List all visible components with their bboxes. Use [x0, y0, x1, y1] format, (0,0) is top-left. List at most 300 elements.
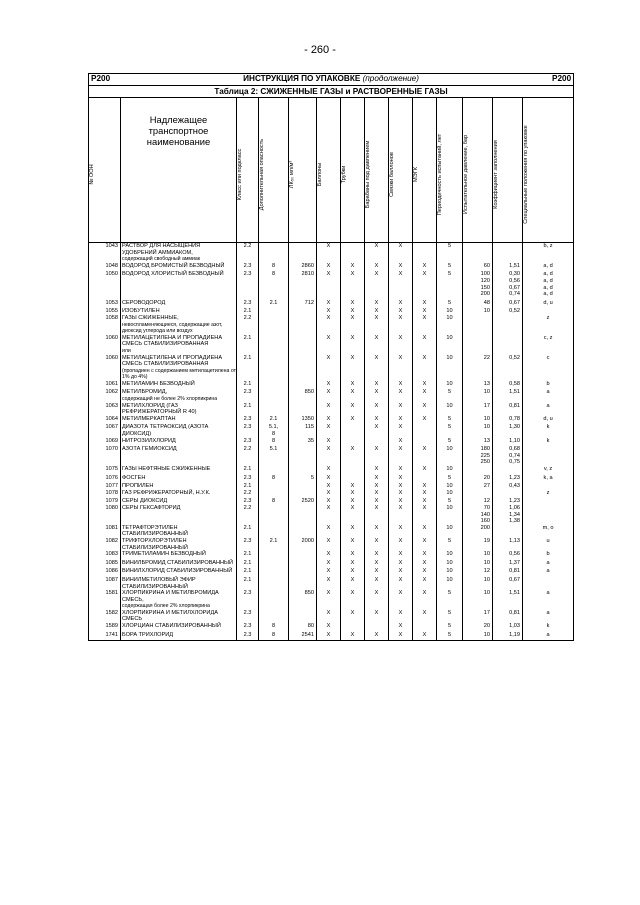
- cell-filling-ratio: 0,30 0,56 0,67 0,74: [493, 271, 523, 299]
- cell-shipping-name: [121, 538, 237, 551]
- cell-test-pressure: 180 225 250: [463, 446, 493, 466]
- cell-un-number: 1063: [89, 403, 121, 416]
- cell-shipping-name: [121, 416, 237, 425]
- cell-special-provisions: a, d: [523, 263, 574, 272]
- cell-filling-ratio: [493, 335, 523, 355]
- cell-un-number: 1581: [89, 590, 121, 610]
- cell-subsidiary-risk: 8: [259, 438, 289, 447]
- table-row: [89, 568, 574, 577]
- cell-filling-ratio: [493, 490, 523, 499]
- cell-cylinders: X: [317, 466, 341, 475]
- cell-un-number: 1080: [89, 505, 121, 525]
- code-left: P200: [91, 74, 111, 83]
- cell-lc50: [289, 560, 317, 569]
- cell-class: 2.1: [237, 483, 259, 490]
- cell-test-pressure: 17: [463, 403, 493, 416]
- cell-test-pressure: 20: [463, 623, 493, 632]
- cell-test-period: 10: [437, 560, 463, 569]
- cell-filling-ratio: 1,51: [493, 590, 523, 610]
- cell-megc: X: [413, 308, 437, 315]
- cell-subsidiary-risk: [259, 335, 289, 355]
- col-cylinders-label: Баллоны: [317, 162, 323, 187]
- cell-test-period: 10: [437, 577, 463, 590]
- cell-megc: X: [413, 315, 437, 335]
- cell-cylinders: X: [317, 416, 341, 425]
- cell-bundles: X: [389, 335, 413, 355]
- cell-bundles: X: [389, 590, 413, 610]
- table-row: [89, 389, 574, 402]
- cell-cylinders: X: [317, 498, 341, 505]
- cell-shipping-name: [121, 590, 237, 610]
- shipping-name-text: ТЕТРАФТОРЭТИЛЕН СТАБИЛИЗИРОВАННЫЙ: [122, 524, 188, 538]
- cell-special-provisions: a: [523, 610, 574, 623]
- cell-un-number: 1060: [89, 355, 121, 381]
- shipping-name-text: МЕТИЛБРОМИД,: [122, 389, 168, 396]
- cell-test-period: 5: [437, 300, 463, 309]
- cell-shipping-name: [121, 498, 237, 505]
- cell-tubes: X: [341, 381, 365, 390]
- table-row: [89, 271, 574, 299]
- cell-megc: X: [413, 335, 437, 355]
- cell-tubes: X: [341, 416, 365, 425]
- cell-test-pressure: 60: [463, 263, 493, 272]
- cell-megc: X: [413, 381, 437, 390]
- cell-lc50: 850: [289, 389, 317, 402]
- cell-filling-ratio: 1,03: [493, 623, 523, 632]
- cell-tubes: X: [341, 490, 365, 499]
- cell-special-provisions: b: [523, 381, 574, 390]
- cell-class: 2.3: [237, 389, 259, 402]
- cell-bundles: X: [389, 623, 413, 632]
- cell-special-provisions: a: [523, 632, 574, 641]
- cell-drums: X: [365, 403, 389, 416]
- shipping-name-text: ВОДОРОД БРОМИСТЫЙ БЕЗВОДНЫЙ: [122, 262, 225, 269]
- cell-lc50: [289, 551, 317, 560]
- cell-cylinders: X: [317, 300, 341, 309]
- cell-megc: X: [413, 355, 437, 381]
- col-lc50-label: ЛК₅₀ мл/м³: [289, 160, 295, 189]
- shipping-name-text: ХЛОРПИКРИНА И МЕТИЛБРОМИДА СМЕСЬ,: [122, 590, 219, 603]
- shipping-name-qualifier: (пропадиен с содержанием метилацетилена от 1% до 4%): [122, 367, 236, 381]
- cell-test-pressure: 10: [463, 560, 493, 569]
- cell-class: 2.3: [237, 610, 259, 623]
- cell-cylinders: X: [317, 308, 341, 315]
- shipping-name-text: МЕТИЛХЛОРИД (ГАЗ РЕФРИЖЕРАТОРНЫЙ R 40): [122, 402, 197, 416]
- cell-un-number: 1077: [89, 483, 121, 490]
- cell-tubes: X: [341, 389, 365, 402]
- col-sub-risk-label: Дополнительная опасность: [259, 138, 265, 211]
- cell-test-pressure: 10: [463, 632, 493, 641]
- cell-bundles: X: [389, 538, 413, 551]
- shipping-name-qualifier: содержащий не более 2% хлорпикрина: [122, 396, 218, 403]
- cell-subsidiary-risk: 2.1: [259, 300, 289, 309]
- cell-bundles: X: [389, 438, 413, 447]
- cell-class: 2.1: [237, 355, 259, 381]
- shipping-name-qualifier: содержащая более 2% хлорпикрина: [122, 603, 210, 610]
- cell-bundles: X: [389, 525, 413, 538]
- cell-shipping-name: [121, 315, 237, 335]
- cell-bundles: X: [389, 308, 413, 315]
- shipping-name-text: СЕРЫ ДИОКСИД: [122, 498, 168, 505]
- cell-un-number: 1070: [89, 446, 121, 466]
- cell-un-number: 1075: [89, 466, 121, 475]
- cell-un-number: 1064: [89, 416, 121, 425]
- cell-subsidiary-risk: 5.1, 8: [259, 424, 289, 437]
- cell-lc50: [289, 568, 317, 577]
- cell-class: 2.3: [237, 475, 259, 484]
- cell-lc50: [289, 335, 317, 355]
- cell-subsidiary-risk: [259, 505, 289, 525]
- col-un: [89, 98, 121, 243]
- cell-class: 2.3: [237, 424, 259, 437]
- table-row: [89, 300, 574, 309]
- cell-subsidiary-risk: [259, 551, 289, 560]
- cell-cylinders: X: [317, 438, 341, 447]
- col-period-label: Периодичность испытаний, лет: [437, 133, 443, 216]
- cell-drums: X: [365, 263, 389, 272]
- cell-tubes: X: [341, 355, 365, 381]
- cell-megc: X: [413, 271, 437, 299]
- cell-megc: X: [413, 389, 437, 402]
- cell-subsidiary-risk: [259, 590, 289, 610]
- cell-subsidiary-risk: [259, 490, 289, 499]
- cell-un-number: 1055: [89, 308, 121, 315]
- cell-filling-ratio: 1,19: [493, 632, 523, 641]
- cell-bundles: X: [389, 610, 413, 623]
- cell-test-period: 5: [437, 424, 463, 437]
- cell-lc50: 2860: [289, 263, 317, 272]
- cell-cylinders: X: [317, 525, 341, 538]
- cell-test-pressure: 10: [463, 389, 493, 402]
- cell-bundles: X: [389, 403, 413, 416]
- cell-un-number: 1082: [89, 538, 121, 551]
- cell-megc: X: [413, 632, 437, 641]
- cell-megc: [413, 424, 437, 437]
- shipping-name-text: НИТРОЗИЛХЛОРИД: [122, 437, 176, 444]
- cell-filling-ratio: 0,43: [493, 483, 523, 490]
- cell-filling-ratio: 0,78: [493, 416, 523, 425]
- cell-shipping-name: [121, 568, 237, 577]
- cell-special-provisions: u: [523, 538, 574, 551]
- cell-un-number: 1087: [89, 577, 121, 590]
- cell-lc50: 850: [289, 590, 317, 610]
- cell-bundles: X: [389, 271, 413, 299]
- cell-bundles: X: [389, 560, 413, 569]
- cell-subsidiary-risk: [259, 355, 289, 381]
- cell-shipping-name: [121, 525, 237, 538]
- cell-tubes: X: [341, 446, 365, 466]
- cell-bundles: X: [389, 263, 413, 272]
- cell-cylinders: X: [317, 568, 341, 577]
- table-row: [89, 335, 574, 355]
- cell-lc50: 1350: [289, 416, 317, 425]
- cell-drums: X: [365, 525, 389, 538]
- cell-test-pressure: 27: [463, 483, 493, 490]
- cell-un-number: 1050: [89, 271, 121, 299]
- cell-tubes: X: [341, 590, 365, 610]
- cell-lc50: [289, 355, 317, 381]
- table-row: [89, 466, 574, 475]
- col-test-pressure-label: Испытательное давление, бар: [463, 134, 469, 215]
- col-class-label: Класс или подкласс: [237, 148, 243, 201]
- cell-filling-ratio: 0,68 0,74 0,75: [493, 446, 523, 466]
- table-row: [89, 525, 574, 538]
- cell-special-provisions: [523, 308, 574, 315]
- shipping-name-text: ТРИМЕТИЛАМИН БЕЗВОДНЫЙ: [122, 551, 206, 558]
- cell-test-period: 10: [437, 446, 463, 466]
- cell-cylinders: X: [317, 483, 341, 490]
- cell-drums: X: [365, 538, 389, 551]
- cell-bundles: X: [389, 389, 413, 402]
- cell-test-period: 5: [437, 623, 463, 632]
- cell-test-pressure: 100 120 150 200: [463, 271, 493, 299]
- cell-drums: X: [365, 568, 389, 577]
- shipping-name-qualifier: или: [122, 347, 131, 354]
- shipping-name-text: ХЛОРПИКРИНА И МЕТИЛХЛОРИДА СМЕСЬ: [122, 609, 218, 623]
- cell-subsidiary-risk: [259, 315, 289, 335]
- cell-drums: X: [365, 446, 389, 466]
- cell-test-pressure: [463, 335, 493, 355]
- cell-bundles: X: [389, 490, 413, 499]
- shipping-name-text: ДИАЗОТА ТЕТРАОКСИД (АЗОТА ДИОКСИД): [122, 424, 209, 438]
- shipping-name-text: МЕТИЛАМИН БЕЗВОДНЫЙ: [122, 380, 195, 387]
- cell-lc50: 5: [289, 475, 317, 484]
- cell-tubes: X: [341, 335, 365, 355]
- table-row: [89, 590, 574, 610]
- cell-drums: X: [365, 381, 389, 390]
- cell-tubes: [341, 475, 365, 484]
- shipping-name-qualifier: невоспламеняющиеся, содержащие азот, диоксид углерода или воздух: [122, 321, 223, 335]
- cell-drums: X: [365, 632, 389, 641]
- cell-test-pressure: 10: [463, 590, 493, 610]
- cell-special-provisions: a, d a, d a, d a, d: [523, 271, 574, 299]
- table-row: [89, 315, 574, 335]
- shipping-name-text: РАСТВОР ДЛЯ НАСЫЩЕНИЯ УДОБРЕНИЙ АММИАКОМ,: [122, 243, 201, 256]
- cell-cylinders: X: [317, 632, 341, 641]
- cell-test-period: 5: [437, 271, 463, 299]
- cell-bundles: X: [389, 315, 413, 335]
- col-fill-ratio-label: Коэффициент заполнения: [493, 140, 499, 209]
- cell-special-provisions: [523, 577, 574, 590]
- cell-drums: X: [365, 610, 389, 623]
- cell-megc: X: [413, 300, 437, 309]
- cell-test-pressure: 13: [463, 438, 493, 447]
- cell-megc: X: [413, 577, 437, 590]
- cell-megc: X: [413, 446, 437, 466]
- cell-class: 2.1: [237, 466, 259, 475]
- cell-class: 2.2: [237, 243, 259, 263]
- cell-class: 2.3: [237, 416, 259, 425]
- cell-lc50: [289, 505, 317, 525]
- cell-class: 2.1: [237, 551, 259, 560]
- cell-un-number: 1086: [89, 568, 121, 577]
- cell-test-pressure: [463, 315, 493, 335]
- cell-class: 2.1: [237, 568, 259, 577]
- col-special-label: Специальные положения по упаковке: [523, 125, 529, 224]
- page-number: - 260 -: [304, 44, 336, 56]
- cell-tubes: [341, 438, 365, 447]
- cell-un-number: 1067: [89, 424, 121, 437]
- cell-cylinders: X: [317, 243, 341, 263]
- cell-shipping-name: [121, 551, 237, 560]
- cell-subsidiary-risk: [259, 466, 289, 475]
- cell-bundles: X: [389, 300, 413, 309]
- cell-test-pressure: 19: [463, 538, 493, 551]
- cell-special-provisions: a: [523, 560, 574, 569]
- table-row: [89, 623, 574, 632]
- shipping-name-text: МЕТИЛАЦЕТИЛЕНА И ПРОПАДИЕНА СМЕСЬ СТАБИЛИЗИРОВАННАЯ: [122, 354, 223, 368]
- cell-test-period: 10: [437, 568, 463, 577]
- cell-megc: X: [413, 538, 437, 551]
- cell-drums: X: [365, 590, 389, 610]
- cell-special-provisions: z: [523, 315, 574, 335]
- cell-filling-ratio: 0,67: [493, 577, 523, 590]
- cell-un-number: 1741: [89, 632, 121, 641]
- cell-test-pressure: 12: [463, 568, 493, 577]
- cell-filling-ratio: 0,52: [493, 308, 523, 315]
- cell-bundles: X: [389, 446, 413, 466]
- cell-un-number: 1079: [89, 498, 121, 505]
- shipping-name-text: ТРИФТОРХЛОРЭТИЛЕН СТАБИЛИЗИРОВАННЫЙ: [122, 537, 188, 551]
- cell-test-period: 5: [437, 243, 463, 263]
- cell-tubes: X: [341, 263, 365, 272]
- cell-megc: X: [413, 610, 437, 623]
- table-row: [89, 490, 574, 499]
- cell-test-pressure: 10: [463, 416, 493, 425]
- cell-cylinders: X: [317, 577, 341, 590]
- col-class: [237, 98, 259, 243]
- cell-tubes: X: [341, 498, 365, 505]
- cell-subsidiary-risk: [259, 577, 289, 590]
- cell-lc50: 35: [289, 438, 317, 447]
- cell-tubes: [341, 466, 365, 475]
- cell-subsidiary-risk: 2.1: [259, 416, 289, 425]
- cell-lc50: [289, 381, 317, 390]
- col-tubes-label: Трубки: [341, 165, 347, 184]
- cell-tubes: X: [341, 483, 365, 490]
- cell-bundles: X: [389, 505, 413, 525]
- cell-tubes: X: [341, 308, 365, 315]
- cell-lc50: [289, 308, 317, 315]
- cell-tubes: X: [341, 403, 365, 416]
- cell-lc50: 80: [289, 623, 317, 632]
- cell-drums: X: [365, 577, 389, 590]
- cell-bundles: X: [389, 483, 413, 490]
- cell-lc50: [289, 466, 317, 475]
- cell-test-period: 5: [437, 389, 463, 402]
- cell-class: 2.2: [237, 490, 259, 499]
- cell-subsidiary-risk: [259, 381, 289, 390]
- cell-special-provisions: k: [523, 424, 574, 437]
- cell-subsidiary-risk: 8: [259, 623, 289, 632]
- table-row: [89, 551, 574, 560]
- col-lc50: [289, 98, 317, 243]
- cell-special-provisions: a: [523, 403, 574, 416]
- shipping-name-text: ХЛОРЦИАН СТАБИЛИЗИРОВАННЫЙ: [122, 623, 221, 630]
- cell-megc: X: [413, 505, 437, 525]
- cell-tubes: [341, 623, 365, 632]
- cell-special-provisions: b: [523, 551, 574, 560]
- shipping-name-text: ГАЗ РЕФРИЖЕРАТОРНЫЙ, Н.У.К.: [122, 489, 211, 496]
- cell-cylinders: X: [317, 389, 341, 402]
- cell-test-period: 10: [437, 483, 463, 490]
- cell-tubes: [341, 243, 365, 263]
- cell-megc: X: [413, 466, 437, 475]
- cell-tubes: X: [341, 271, 365, 299]
- cell-special-provisions: b, z: [523, 243, 574, 263]
- cell-filling-ratio: 1,51: [493, 263, 523, 272]
- instruction-header: [89, 74, 574, 86]
- cell-test-pressure: 17: [463, 610, 493, 623]
- cell-lc50: [289, 243, 317, 263]
- cell-subsidiary-risk: [259, 568, 289, 577]
- cell-bundles: X: [389, 466, 413, 475]
- col-megc-label: МЭГК: [413, 167, 419, 182]
- cell-subsidiary-risk: [259, 560, 289, 569]
- cell-tubes: X: [341, 632, 365, 641]
- cell-special-provisions: c: [523, 355, 574, 381]
- cell-bundles: X: [389, 424, 413, 437]
- cell-filling-ratio: 1,23: [493, 475, 523, 484]
- cell-class: 2.1: [237, 308, 259, 315]
- cell-un-number: 1061: [89, 381, 121, 390]
- col-drums-label: Барабаны под давлением: [365, 140, 371, 209]
- cell-subsidiary-risk: [259, 308, 289, 315]
- cell-shipping-name: [121, 355, 237, 381]
- cell-cylinders: X: [317, 355, 341, 381]
- cell-megc: X: [413, 416, 437, 425]
- shipping-name-text: ВИНИЛМЕТИЛОВЫЙ ЭФИР СТАБИЛИЗИРОВАННЫЙ: [122, 576, 196, 590]
- cell-test-pressure: 22: [463, 355, 493, 381]
- cell-special-provisions: k: [523, 438, 574, 447]
- cell-test-pressure: 70 140 160: [463, 505, 493, 525]
- cell-filling-ratio: [493, 525, 523, 538]
- cell-un-number: 1062: [89, 389, 121, 402]
- cell-test-pressure: 13: [463, 381, 493, 390]
- cell-test-period: 5: [437, 498, 463, 505]
- cell-bundles: X: [389, 381, 413, 390]
- cell-shipping-name: [121, 610, 237, 623]
- cell-cylinders: X: [317, 610, 341, 623]
- cell-class: 2.3: [237, 300, 259, 309]
- cell-megc: [413, 623, 437, 632]
- cell-test-pressure: 12: [463, 498, 493, 505]
- cell-filling-ratio: 1,06 1,34 1,38: [493, 505, 523, 525]
- cell-special-provisions: z: [523, 490, 574, 499]
- cell-class: 2.1: [237, 403, 259, 416]
- cell-filling-ratio: 1,37: [493, 560, 523, 569]
- table-row: [89, 505, 574, 525]
- shipping-name-text: ПРОПИЛЕН: [122, 483, 154, 490]
- cell-special-provisions: [523, 505, 574, 525]
- table-row: [89, 577, 574, 590]
- cell-class: 2.1: [237, 335, 259, 355]
- cell-tubes: X: [341, 300, 365, 309]
- col-period: [437, 98, 463, 243]
- cell-lc50: [289, 525, 317, 538]
- cell-un-number: 1589: [89, 623, 121, 632]
- table-row: [89, 403, 574, 416]
- table-row: [89, 308, 574, 315]
- cell-drums: X: [365, 551, 389, 560]
- cell-test-period: 10: [437, 381, 463, 390]
- cell-test-pressure: 10: [463, 577, 493, 590]
- cell-megc: X: [413, 483, 437, 490]
- cell-bundles: X: [389, 243, 413, 263]
- cell-lc50: [289, 315, 317, 335]
- cell-drums: X: [365, 560, 389, 569]
- shipping-name-text: СЕРЫ ГЕКСАФТОРИД: [122, 504, 181, 511]
